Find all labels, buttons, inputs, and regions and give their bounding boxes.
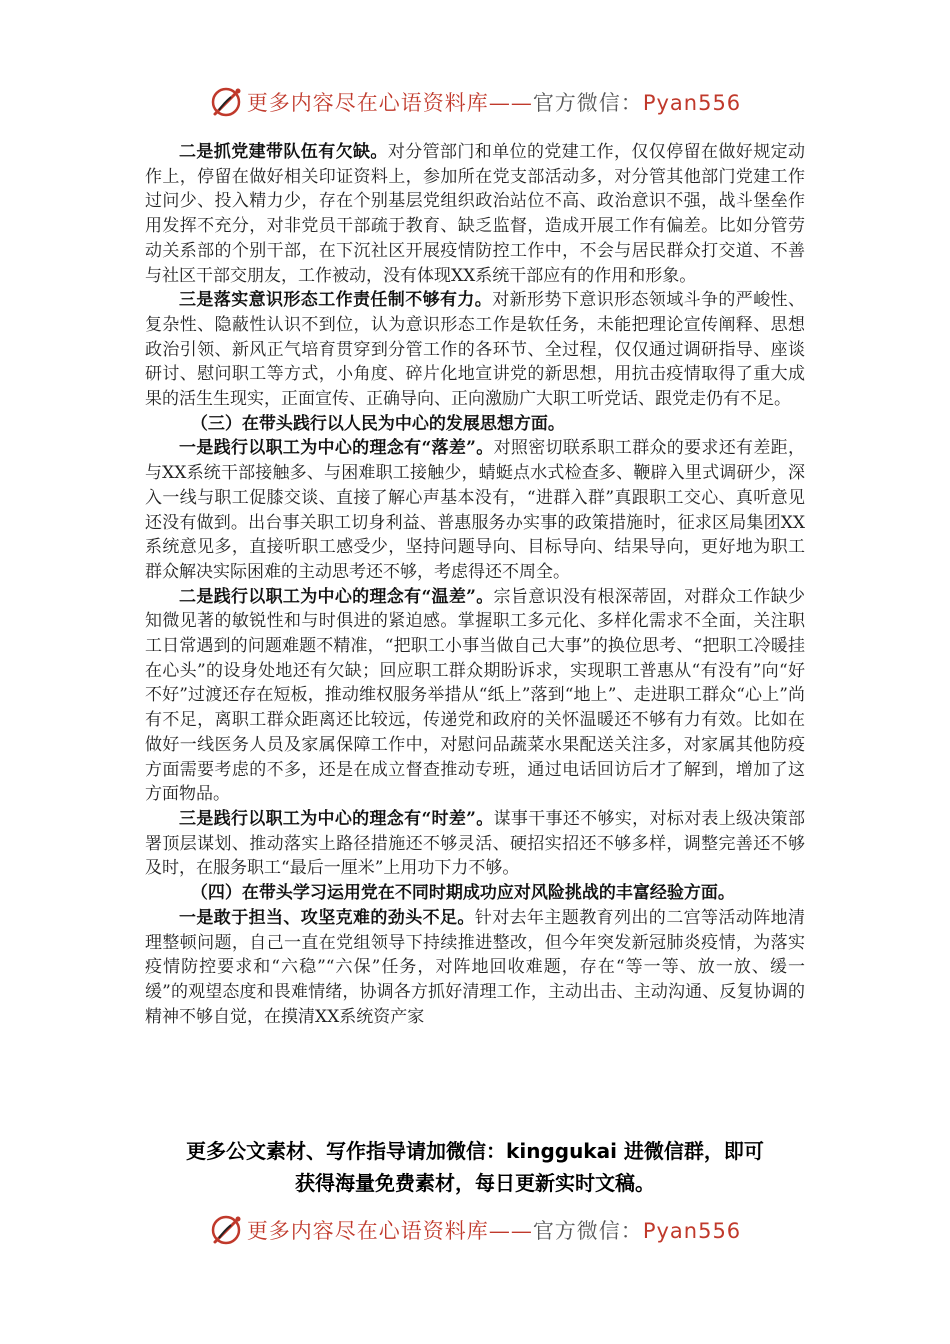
document-body — [145, 140, 805, 1029]
top-banner — [0, 82, 950, 122]
paragraph: 二是抓党建带队伍有欠缺。对分管部门和单位的党建工作，仅仅停留在做好规定动作上，停留在做好相关印证资料上，参加所在党支部活动多，对分管其他部门党建工作过问少、投入精力少，存在个别基层党组织政治站位不高、政治意识不强，战斗堡垒作用发挥不充分，对非党员干部疏于教育、缺乏监督，造成开展工作有偏差。比如分管劳动关系部的个别干部，在下沉社区开展疫情防控工作中，不会与居民群众打交道、不善与社区干部交朋友，工作被动，没有体现XX系统干部应有的作用和形象。 — [145, 142, 806, 286]
promo-line-1: 更多公文素材、写作指导请加微信：kinggukai 进微信群，即可 — [186, 1139, 764, 1163]
section-heading: （四）在带头学习运用党在不同时期成功应对风险挑战的丰富经验方面。 — [190, 883, 735, 904]
pen-logo-icon — [209, 1213, 243, 1247]
paragraph: 三是践行以职工为中心的理念有“时差”。谋事干事还不够实，对标对表上级决策部署顶层谋划、推动落实上路径措施还不够灵活、硬招实招还不够多样，调整完善还不够及时，在服务职工“最后一厘米”上用功下力不够。 — [145, 808, 805, 879]
paragraph: 二是践行以职工为中心的理念有“温差”。宗旨意识没有根深蒂固，对群众工作缺少知微见著的敏锐性和与时俱进的紧迫感。掌握职工多元化、多样化需求不全面，关注职工日常遇到的问题难题不精准，“把职工小事当做自己大事”的换位思考、“把职工冷暖挂在心头”的设身处地还有欠缺；回应职工群众期盼诉求，实现职工普惠从“有没有”向“好不好”过渡还存在短板，推动维权服务举措从“纸上”落到“地上”、走进职工群众“心上”尚有不足，离职工群众距离还比较远，传递党和政府的关怀温暖还不够有力有效。比如在做好一线医务人员及家属保障工作中，对慰问品蔬菜水果配送关注多，对家属其他防疫方面需要考虑的不多，还是在成立督查推动专班，通过电话回访后才了解到，增加了这方面物品。 — [145, 586, 805, 805]
promo-notice — [140, 1135, 810, 1199]
banner-text: 更多内容尽在心语资料库——官方微信：Pyan556 — [246, 91, 742, 115]
paragraph: 三是落实意识形态工作责任制不够有力。对新形势下意识形态领域斗争的严峻性、复杂性、隐蔽性认识不到位，认为意识形态工作是软任务，未能把理论宣传阐释、思想政治引领、新风正气培育贯穿到分管工作的各环节、全过程，仅仅通过调研指导、座谈研讨、慰问职工等方式，小角度、碎片化地宣讲党的新思想，用抗击疫情取得了重大成果的活生生现实，正面宣传、正确导向、正向激励广大职工听党话、跟党走仍有不足。 — [145, 290, 806, 410]
promo-line-2: 获得海量免费素材，每日更新实时文稿。 — [295, 1171, 655, 1195]
banner-text: 更多内容尽在心语资料库——官方微信：Pyan556 — [246, 1219, 742, 1243]
pen-logo-icon — [209, 85, 243, 119]
section-heading: （三）在带头践行以人民为中心的发展思想方面。 — [190, 413, 565, 434]
bottom-banner — [0, 1210, 950, 1250]
paragraph: 一是敢于担当、攻坚克难的劲头不足。针对去年主题教育列出的二宫等活动阵地清理整顿问题，自己一直在党组领导下持续推进整改，但今年突发新冠肺炎疫情，为落实疫情防控要求和“六稳”“六保”任务，对阵地回收难题，存在“等一等、放一放、缓一缓”的观望态度和畏难情绪，协调各方抓好清理工作，主动出击、主动沟通、反复协调的精神不够自觉，在摸清XX系统资产家 — [145, 907, 806, 1027]
paragraph: 一是践行以职工为中心的理念有“落差”。对照密切联系职工群众的要求还有差距，与XX系统干部接触多、与困难职工接触少，蜻蜓点水式检查多、鞭辟入里式调研少，深入一线与职工促膝交谈、直接了解心声基本没有，“进群入群”真跟职工交心、真听意见还没有做到。出台事关职工切身利益、普惠服务办实事的政策措施时，征求区局集团XX系统意见多，直接听职工感受少，坚持问题导向、目标导向、结果导向，更好地为职工群众解决实际困难的主动思考还不够，考虑得还不周全。 — [145, 438, 805, 582]
